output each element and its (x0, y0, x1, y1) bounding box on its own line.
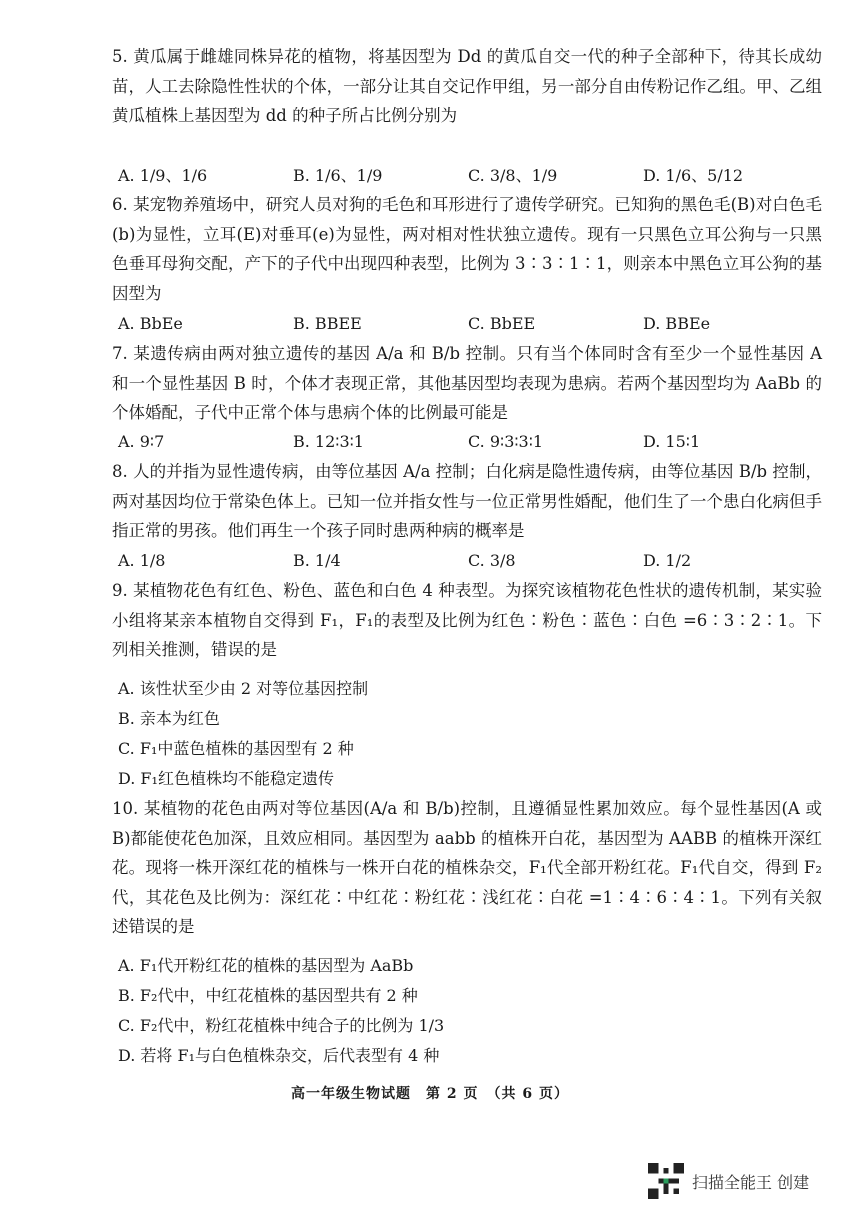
option-d: D. BBEe (643, 314, 711, 333)
option-c: C. 9∶3∶3∶1 (468, 432, 544, 451)
question-6-stem: 6. 某宠物养殖场中，研究人员对狗的毛色和耳形进行了遗传学研究。已知狗的黑色毛(B)对白色毛(b)为显性，立耳(E)对垂耳(e)为显性，两对相对性状独立遗传。现有一只黑色立耳公狗与一只黑色垂耳母狗交配，产下的子代中出现四种表型，比例为 3∶3∶1∶1，则亲本中黑色立耳公狗的基因型为 (112, 195, 822, 303)
question-7-stem: 7. 某遗传病由两对独立遗传的基因 A/a 和 B/b 控制。只有当个体同时含有至少一个显性基因 A 和一个显性基因 B 时，个体才表现正常，其他基因型均表现为患病。若两个基因型均为 AaBb 的个体婚配，子代中正常个体与患病个体的比例最可能是 (112, 344, 822, 422)
question-9-stem: 9. 某植物花色有红色、粉色、蓝色和白色 4 种表型。为探究该植物花色性状的遗传机制，某实验小组将某亲本植物自交得到 F₁，F₁的表型及比例为红色∶粉色∶蓝色∶白色 =6∶3∶2∶1。下列相关推测，错误的是 (112, 581, 822, 659)
page-footer: 高一年级生物试题 第 2 页 （共 6 页） (291, 1086, 569, 1102)
option-a: A. BbEe (118, 314, 183, 333)
option-b: B. 1/6、1/9 (293, 166, 383, 185)
option-c: C. 3/8、1/9 (468, 166, 558, 185)
option-c: C. BbEE (468, 314, 536, 333)
question-10-stem: 10. 某植物的花色由两对等位基因(A/a 和 B/b)控制，且遵循显性累加效应。每个显性基因(A 或 B)都能使花色加深，且效应相同。基因型为 aabb 的植株开白花，基因型为 AABB 的植株开深红花。现将一株开深红花的植株与一株开白花的植株杂交，F₁代全部开粉红花。F₁代自交，得到 F₂代，其花色及比例为：深红花∶中红花∶粉红花∶浅红花∶白花 =1∶4∶6∶4∶1。下列有关叙述错误的是 (112, 799, 822, 936)
question-10-option-c: C. F₂代中，粉红花植株中纯合子的比例为 1/3 (118, 1016, 445, 1035)
question-6-options (118, 314, 818, 333)
question-9-option-d: D. F₁红色植株均不能稳定遗传 (118, 769, 334, 788)
scanner-watermark (648, 1163, 809, 1199)
option-c: C. 3/8 (468, 551, 516, 570)
option-d: D. 15∶1 (643, 432, 701, 451)
question-10-option-a: A. F₁代开粉红花的植株的基因型为 AaBb (118, 956, 414, 975)
option-a: A. 9∶7 (118, 432, 165, 451)
option-d: D. 1/2 (643, 551, 692, 570)
question-7-options (118, 432, 818, 451)
option-d: D. 1/6、5/12 (643, 166, 744, 185)
question-9-option-c: C. F₁中蓝色植株的基因型有 2 种 (118, 739, 354, 758)
option-b: B. BBEE (293, 314, 362, 333)
question-10-option-b: B. F₂代中，中红花植株的基因型共有 2 种 (118, 986, 418, 1005)
question-5-stem: 5. 黄瓜属于雌雄同株异花的植物，将基因型为 Dd 的黄瓜自交一代的种子全部种下，待其长成幼苗，人工去除隐性性状的个体，一部分让其自交记作甲组，另一部分自由传粉记作乙组。甲、乙组黄瓜植株上基因型为 dd 的种子所占比例分别为 (112, 47, 822, 125)
option-a: A. 1/9、1/6 (118, 166, 208, 185)
question-8-stem: 8. 人的并指为显性遗传病，由等位基因 A/a 控制；白化病是隐性遗传病，由等位基因 B/b 控制，两对基因均位于常染色体上。已知一位并指女性与一位正常男性婚配，他们生了一个患白化病但手指正常的男孩。他们再生一个孩子同时患两种病的概率是 (112, 462, 822, 540)
question-9-option-a: A. 该性状至少由 2 对等位基因控制 (118, 679, 369, 698)
option-a: A. 1/8 (118, 551, 166, 570)
option-b: B. 1/4 (293, 551, 341, 570)
question-9-option-b: B. 亲本为红色 (118, 709, 220, 728)
question-10-option-d: D. 若将 F₁与白色植株杂交，后代表型有 4 种 (118, 1046, 440, 1065)
watermark-text: 扫描全能王 创建 (692, 1172, 810, 1192)
question-8-options (118, 551, 818, 570)
option-b: B. 12∶3∶1 (293, 432, 364, 451)
question-5-options (118, 163, 818, 186)
qr-code-icon (648, 1163, 684, 1199)
